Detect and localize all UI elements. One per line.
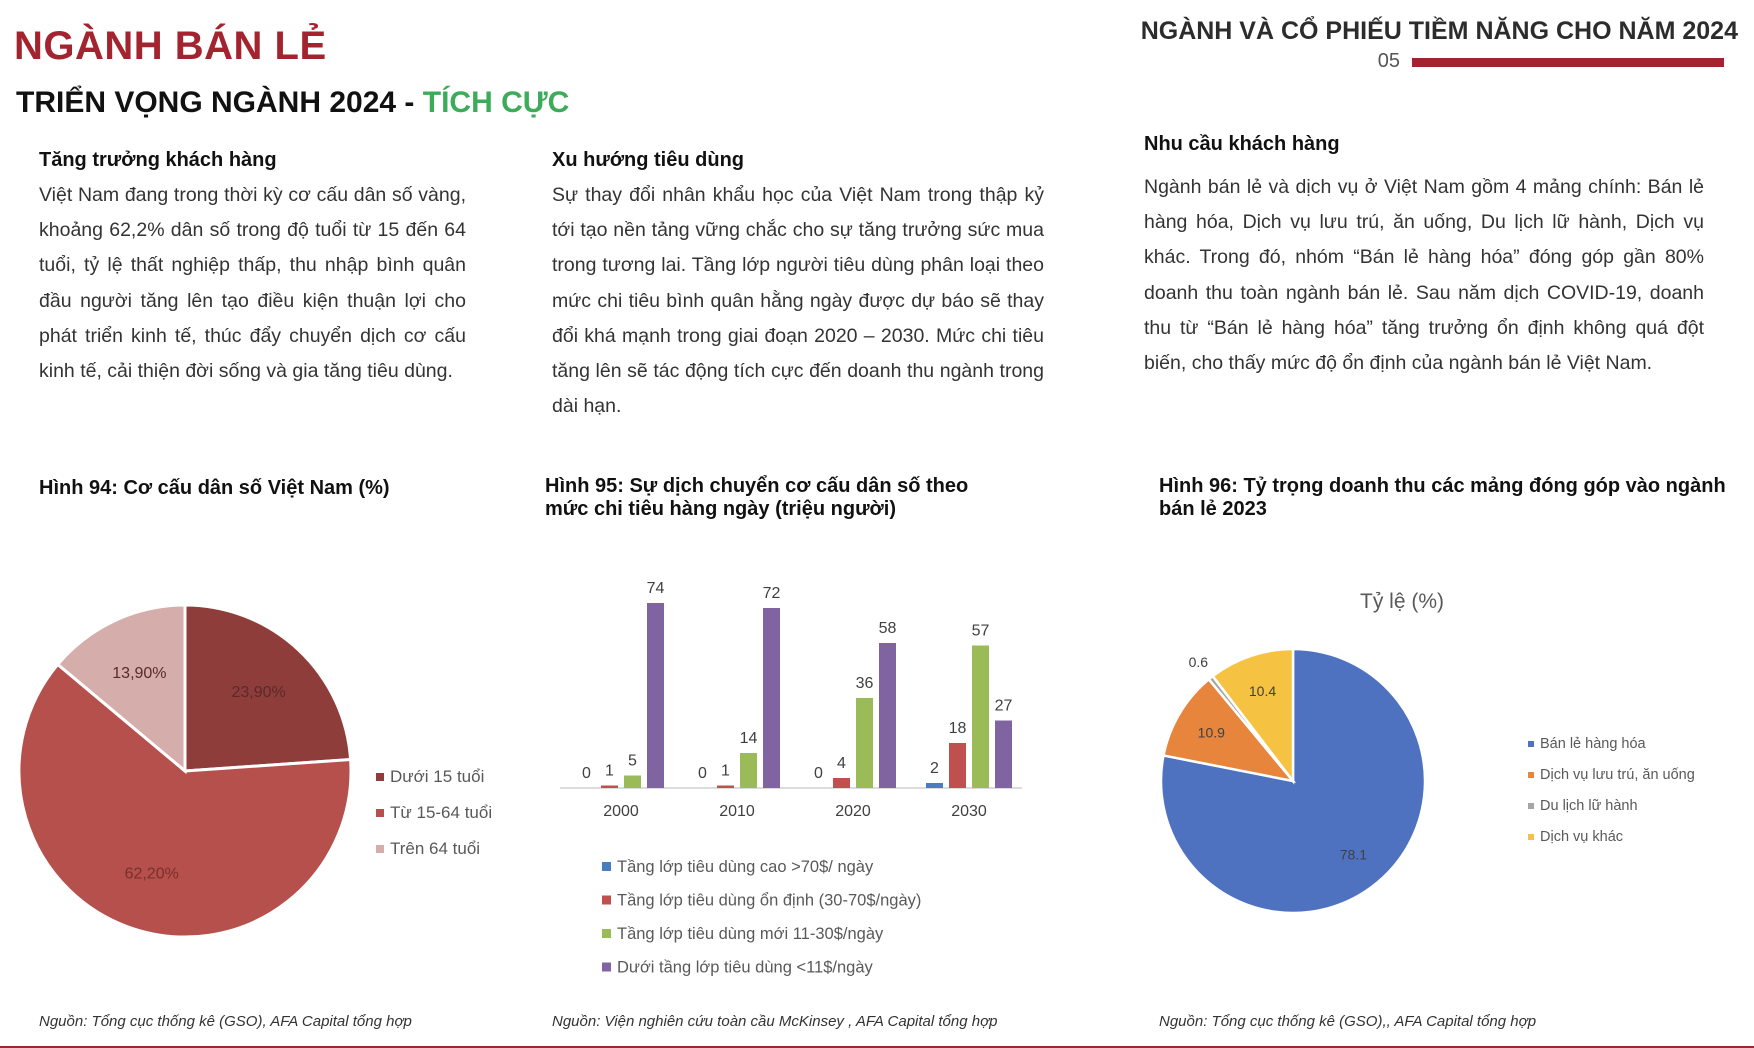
bar-label-2010-series-2: 14 xyxy=(739,730,758,747)
figure-96-source: Nguồn: Tổng cục thống kê (GSO),, AFA Capital tổng hợp xyxy=(1159,1013,1537,1030)
population-legend-swatch-duoi-15-tuoi xyxy=(376,773,384,781)
bar-label-2000-series-0: 0 xyxy=(582,765,591,782)
outlook-prefix: TRIỂN VỌNG NGÀNH 2024 - xyxy=(16,86,423,119)
revenue-pie-title: Tỷ lệ (%) xyxy=(1360,590,1444,613)
revenue-legend-swatch-ban-le-hang-hoa xyxy=(1528,741,1534,747)
revenue-legend-label-du-lich-lu-hanh: Du lịch lữ hành xyxy=(1540,798,1638,814)
bar-label-2020-series-2: 36 xyxy=(855,675,874,692)
population-legend-label-tren-64-tuoi: Trên 64 tuổi xyxy=(390,839,481,858)
bar-2010-series-1 xyxy=(717,786,734,789)
pie-label-tu-15-64-tuoi: 62,20% xyxy=(124,865,179,883)
revenue-legend-swatch-dich-vu-luu-tru-an-uong xyxy=(1528,772,1534,778)
section-text-customer-demand: Ngành bán lẻ và dịch vụ ở Việt Nam gồm 4 mảng chính: Bán lẻ hàng hóa, Dịch vụ lưu trú, ăn uống, Du lịch lữ hành, Dịch vụ khác. Trong đó, nhóm “Bán lẻ hàng hóa” đóng góp gần 80% doanh thu toàn ngành bán lẻ. Sau năm dịch COVID-19, doanh thu từ “Bán lẻ hàng hóa” tăng trưởng ổn định không quá đột biến, cho thấy mức độ ổn định của ngành bán lẻ Việt Nam. xyxy=(1144,176,1704,375)
bar-2020-series-1 xyxy=(833,778,850,788)
spending-legend-swatch-tang-lop-tieu-dung-moi-11-30-ngay xyxy=(602,929,611,938)
section-heading-customer-demand: Nhu cầu khách hàng xyxy=(1144,133,1340,155)
outlook-title xyxy=(16,86,569,120)
spending-legend-swatch-tang-lop-tieu-dung-on-dinh-30-70-ngay xyxy=(602,896,611,905)
bar-label-2030-series-0: 2 xyxy=(930,760,939,777)
figure-96-title: Hình 96: Tỷ trọng doanh thu các mảng đóng góp vào ngành bán lẻ 2023 xyxy=(1159,475,1726,520)
revenue-legend-label-ban-le-hang-hoa: Bán lẻ hàng hóa xyxy=(1540,736,1646,752)
bar-label-2030-series-3: 27 xyxy=(994,697,1013,715)
report-title: NGÀNH VÀ CỔ PHIẾU TIỀM NĂNG CHO NĂM 2024 xyxy=(1140,17,1738,45)
section-heading-consumption-trend: Xu hướng tiêu dùng xyxy=(552,149,745,171)
bar-label-2010-series-3: 72 xyxy=(762,585,781,602)
bar-2030-series-3 xyxy=(995,721,1012,789)
page-number: 05 xyxy=(1377,50,1400,72)
population-pie-chart xyxy=(0,590,520,960)
revenue-legend-swatch-dich-vu-khac xyxy=(1528,834,1534,840)
spending-class-bar-chart xyxy=(540,550,1040,990)
bar-2010-series-3 xyxy=(763,608,780,788)
x-tick-2010: 2010 xyxy=(719,803,755,820)
spending-legend-swatch-duoi-tang-lop-tieu-dung-11-ngay xyxy=(602,963,611,972)
pie-label-dich-vu-khac: 10.4 xyxy=(1248,683,1277,699)
pie-label-ban-le-hang-hoa: 78.1 xyxy=(1339,846,1368,863)
figure-95-title: Hình 95: Sự dịch chuyển cơ cấu dân số theo mức chi tiêu hàng ngày (triệu người) xyxy=(545,475,969,520)
bar-label-2000-series-2: 5 xyxy=(628,752,637,770)
section-text-customer-growth: Việt Nam đang trong thời kỳ cơ cấu dân số vàng, khoảng 62,2% dân số trong độ tuổi từ 15 đến 64 tuổi, tỷ lệ thất nghiệp thấp, thu nhập bình quân đầu người tăng lên tạo điều kiện thuận lợi cho phát triển kinh tế, thúc đẩy chuyển dịch cơ cấu kinh tế, cải thiện đời sống và gia tăng tiêu dùng. xyxy=(39,184,466,383)
bar-2010-series-2 xyxy=(740,753,757,788)
bar-2030-series-1 xyxy=(949,743,966,788)
header-accent-bar xyxy=(1412,58,1724,67)
bar-2030-series-0 xyxy=(926,783,943,788)
bar-label-2030-series-2: 57 xyxy=(971,622,990,640)
bar-label-2010-series-0: 0 xyxy=(698,765,707,782)
section-text-consumption-trend: Sự thay đổi nhân khẩu học của Việt Nam trong thập kỷ tới tạo nền tảng vững chắc cho sự tăng trưởng sức mua trong tương lai. Tầng lớp người tiêu dùng phân loại theo mức chi tiêu bình quân hằng ngày được dự báo sẽ thay đổi khá mạnh trong giai đoạn 2020 – 2030. Mức chi tiêu tăng lên sẽ tác động tích cực đến doanh thu ngành trong dài hạn. xyxy=(552,184,1044,418)
bar-label-2020-series-3: 58 xyxy=(878,620,897,637)
spending-legend-label-duoi-tang-lop-tieu-dung-11-ngay: Dưới tầng lớp tiêu dùng <11$/ngày xyxy=(617,958,873,977)
bar-label-2020-series-0: 0 xyxy=(814,765,823,782)
population-legend-label-duoi-15-tuoi: Dưới 15 tuổi xyxy=(390,767,485,786)
bar-label-2000-series-3: 74 xyxy=(646,580,665,597)
spending-legend-label-tang-lop-tieu-dung-moi-11-30-ngay: Tầng lớp tiêu dùng mới 11-30$/ngày xyxy=(617,925,884,943)
bar-2000-series-1 xyxy=(601,786,618,789)
x-tick-2000: 2000 xyxy=(603,803,639,820)
revenue-pie-chart xyxy=(1140,575,1754,935)
figure-95-source: Nguồn: Viện nghiên cứu toàn cầu McKinsey , AFA Capital tổng hợp xyxy=(552,1013,998,1030)
outlook-status: TÍCH CỰC xyxy=(422,86,570,119)
revenue-legend-label-dich-vu-khac: Dịch vụ khác xyxy=(1540,829,1624,845)
bar-2000-series-2 xyxy=(624,776,641,789)
revenue-legend-swatch-du-lich-lu-hanh xyxy=(1528,803,1534,809)
spending-legend-label-tang-lop-tieu-dung-cao-70-ngay: Tầng lớp tiêu dùng cao >70$/ ngày xyxy=(617,858,874,876)
bar-label-2020-series-1: 4 xyxy=(837,755,846,772)
bar-label-2000-series-1: 1 xyxy=(605,762,614,780)
pie-label-du-lich-lu-hanh: 0.6 xyxy=(1188,654,1209,671)
section-heading-customer-growth: Tăng trưởng khách hàng xyxy=(39,149,277,171)
population-legend-label-tu-15-64-tuoi: Từ 15-64 tuổi xyxy=(390,803,493,822)
spending-legend-label-tang-lop-tieu-dung-on-dinh-30-70-ngay: Tầng lớp tiêu dùng ổn định (30-70$/ngày) xyxy=(617,891,922,910)
pie-label-duoi-15-tuoi: 23,90% xyxy=(231,684,286,702)
pie-label-tren-64-tuoi: 13,90% xyxy=(112,665,167,683)
bar-2000-series-3 xyxy=(647,603,664,788)
sector-title: NGÀNH BÁN LẺ xyxy=(14,24,327,68)
pie-label-dich-vu-luu-tru-an-uong: 10.9 xyxy=(1197,724,1225,741)
figure-94-source: Nguồn: Tổng cục thống kê (GSO), AFA Capital tổng hợp xyxy=(39,1013,412,1030)
x-tick-2020: 2020 xyxy=(835,803,871,820)
x-tick-2030: 2030 xyxy=(951,803,987,820)
figure-94-title: Hình 94: Cơ cấu dân số Việt Nam (%) xyxy=(39,477,390,499)
spending-legend-swatch-tang-lop-tieu-dung-cao-70-ngay xyxy=(602,862,611,871)
bar-2020-series-3 xyxy=(879,643,896,788)
revenue-legend-label-dich-vu-luu-tru-an-uong: Dịch vụ lưu trú, ăn uống xyxy=(1540,767,1695,783)
population-legend-swatch-tren-64-tuoi xyxy=(376,845,384,853)
bar-label-2030-series-1: 18 xyxy=(948,720,967,737)
population-legend-swatch-tu-15-64-tuoi xyxy=(376,809,384,817)
bar-label-2010-series-1: 1 xyxy=(721,762,730,780)
bar-2030-series-2 xyxy=(972,646,989,789)
bar-2020-series-2 xyxy=(856,698,873,788)
